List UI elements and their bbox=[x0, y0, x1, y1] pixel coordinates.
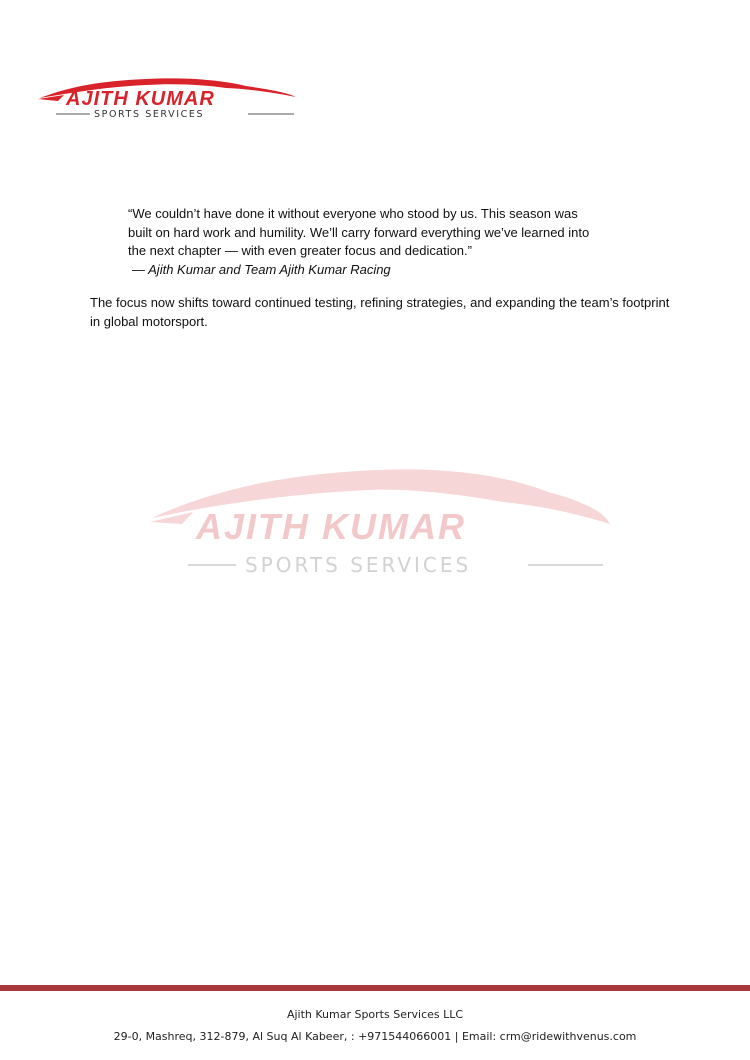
footer-contact: 29-0, Mashreq, 312-879, Al Suq Al Kabeer, : +971544066001 | Email: crm@ridewithvenus.com bbox=[113, 1030, 637, 1043]
quote-line: built on hard work and humility. We’ll carry forward everything we’ve learned into bbox=[128, 224, 590, 240]
watermark-name: AJITH KUMAR bbox=[196, 506, 466, 547]
company-logo bbox=[36, 74, 300, 124]
footer-company: Ajith Kumar Sports Services LLC bbox=[286, 1008, 464, 1021]
footer-divider bbox=[0, 985, 750, 991]
quote-block bbox=[128, 205, 628, 279]
footer bbox=[0, 1004, 750, 1048]
body-paragraph: The focus now shifts toward continued testing, refining strategies, and expanding the team’s footprint in global motorsport. bbox=[90, 295, 670, 329]
logo-name: AJITH KUMAR bbox=[66, 88, 215, 110]
watermark-tagline: SPORTS SERVICES bbox=[245, 553, 472, 577]
quote-line: the next chapter — with even greater focus and dedication.” bbox=[128, 243, 472, 258]
quote-line: “We couldn’t have done it without everyone who stood by us. This season was bbox=[128, 206, 578, 221]
logo-tagline: SPORTS SERVICES bbox=[94, 109, 205, 120]
watermark-logo bbox=[148, 462, 618, 582]
quote-attribution: — Ajith Kumar and Team Ajith Kumar Racing bbox=[132, 261, 391, 277]
